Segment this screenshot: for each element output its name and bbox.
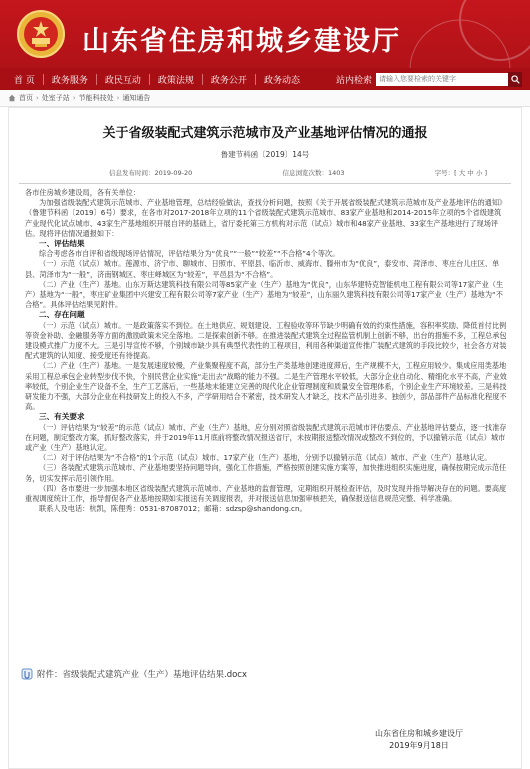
section-heading: 二、存在问题 [39,310,85,320]
section-heading: 三、有关要求 [39,412,85,422]
body-paragraph: （二）对于评估结果为“不合格”的1个示范（试点）城市、17家产业（生产）基地，分别予以撤销示范（试点）城市、产业（生产）基地认定。 [39,453,492,463]
breadcrumb [0,90,530,107]
nav-government-disclosure[interactable]: 政务公开 [210,75,247,86]
site-title: 山东省住房和城乡建设厅 [82,26,401,57]
meta-divider [19,183,511,184]
body-paragraph: （二）产业（生产）基地。山东万斯达建筑科技有限公司等85家产业（生产）基地为“优良”，山东华建特克智能机电工程有限公司等17家产业（生产）基地为“一般”，枣庄矿业集团中兴建安工程有限公司等7家产业（生产）基地为“较差”，山东丽久建筑科技有限公司等17家产业（生产）基地为“不合格”。具体评估结果见附件。 [25,279,504,310]
publish-date: 信息发布时间：2019-09-20 [109,169,193,177]
home-icon [8,94,16,102]
body-paragraph: （一）示范（试点）城市。莲源市、济宁市、聊城市、日照市、平原县、临沂市、威海市、滕州市为“优良”，泰安市、菏泽市、枣庄台儿庄区、单县、菏泽市为“一般”，济南钢城区、枣庄峄城区为“较差”，平邑县为“不合格”。 [25,259,500,279]
site-header [0,0,530,68]
breadcrumb-notices[interactable]: 通知通告 [122,94,151,102]
issuing-organization: 山东省住房和城乡建设厅 [375,729,463,738]
search-input[interactable] [376,73,508,86]
document-title: 关于省级装配式建筑示范城市及产业基地评估情况的通报 [102,126,428,141]
main-nav [0,68,530,90]
signature-block [375,728,463,752]
document-number: 鲁建节科函〔2019〕14号 [220,150,310,159]
body-paragraph: （一）评估结果为“较差”的示范（试点）城市、产业（生产）基地，应分别对照省级装配式建筑示范城市评估要点、产业基地评估要点，逐一找准存在问题，制定整改方案，抓好整改落实，并于2019年11月底前将整改情况报送省厅，未按期报送整改情况或整改不到位的，予以撤销示范（试点）城市或产业（生产）基地认定。 [25,422,507,453]
body-paragraph: 联系人及电话：杭凯，陈俚秀：0531-87087012；邮箱：sdzsp@shandong.cn。 [39,504,307,514]
attachment-link[interactable] [21,668,247,680]
breadcrumb-substation[interactable]: 处室子站 [41,94,70,102]
article-content [8,107,522,769]
breadcrumb-home[interactable]: 首页 [19,94,33,102]
search-button[interactable] [508,72,522,87]
site-search-label: 站内检索 [335,75,372,86]
nav-home[interactable]: 首 页 [14,75,35,86]
breadcrumb-separator: › [72,94,76,102]
nav-government-services[interactable]: 政务服务 [51,75,88,86]
body-paragraph: （三）各装配式建筑示范城市、产业基地要坚持问题导向，强化工作措施，严格按照创建实施方案等，加快推进组织实施进度，确保按期完成示范任务，切实发挥示范引领作用。 [25,463,507,483]
nav-policies[interactable]: 政策法规 [157,75,194,86]
section-heading: 一、评估结果 [39,239,85,249]
nav-government-news[interactable]: 政务动态 [263,75,300,86]
breadcrumb-separator: › [116,94,120,102]
national-emblem-icon [16,9,66,59]
nav-public-interaction[interactable]: 政民互动 [104,75,141,86]
font-size-switcher[interactable]: 字号：[ 大 中 小 ] [434,169,487,177]
body-paragraph: 为加强省级装配式建筑示范城市、产业基地管理，总结经验做法，查找分析问题，按照《关于开展省级装配式建筑示范城市及产业基地评估的通知》（鲁建节科函〔2019〕6号）要求，在各市对2017-2018年立项的11个省级装配式建筑示范城市、83家产业基地和2014-2015年立项的5个省级建筑产业现代化试点城市、43家生产基地组织开展自评的基础上，省厅委托第三方机构对示范（试点）城市和48家产业基地、33家生产基地进行了现场评估。现将评估情况通报如下： [25,198,507,238]
body-paragraph: 综合考虑各市自评和省级现场评估情况，评估结果分为“优良”“一般”“较差”“不合格”4个等次。 [39,249,340,259]
issue-date: 2019年9月18日 [389,741,449,750]
breadcrumb-separator: › [36,94,39,102]
attachment-icon [21,668,33,680]
body-paragraph: （四）各市要进一步加强本地区省级装配式建筑示范城市、产业基地的监督管理，定期组织开展检查评估，及时发现并指导解决存在的问题。要高度重视调度统计工作，指导督促各产业基地按期如实报送有关调度报表，并对报送信息加强审核把关，确保报送信息规范完整、科学准确。 [25,483,507,504]
body-paragraph: （一）示范（试点）城市。一是政策落实不到位。在土地供应、规划建设、工程验收等环节缺少明确有效的约束性措施，容积率奖励、降低首付比例等资金补助、金融服务等方面的激励政策未完全落地。二是探索创新不够。在推进装配式建筑全过程监管机制上创新不够，出台的措施不多，工程总承包建设模式推广力度不大。三是引导宣传不够，个别城市缺少具有典型代表性的工程项目，利用各种渠道宣传推广装配式建筑的手段比较少，社会各方对装配式建筑的认知度、接受度还有待提高。 [25,320,507,361]
view-count: 信息浏览次数：1403 [282,169,345,177]
document-meta [109,168,487,177]
document-body [9,188,521,515]
body-paragraph: 各市住房城乡建设局，各有关单位： [25,188,141,197]
search-icon [511,75,520,84]
header-decoration [360,0,530,68]
attachment-name: 附件：省级装配式建筑产业（生产）基地评估结果.docx [37,670,248,680]
body-paragraph: （二）产业（生产）基地。一是发展速度较慢，产业集聚程度不高，部分生产类基地创建进度滞后，生产规模不大，工程应用较少。集成应用类基地采用工程总承包企业转型步伐不快，个别民营企业实施“走出去”战略的能力不强。二是生产管理水平较低，大部分企业自动化、精细化水平不高，产业效率较低，个别企业生产设备不全，生产工艺落后，一些基地未能建立完善的现代化企业管理制度和质量安全管理体系，个别企业生产环境较差。三是科技研发能力不强，大部分企业在科技研发上的投入不多，产学研用结合不紧密，技术研发人才缺乏，技术产品引进多、独创少，部品部件产品标准化程度不高。 [25,361,507,412]
breadcrumb-department[interactable]: 节能科技处 [78,94,114,102]
